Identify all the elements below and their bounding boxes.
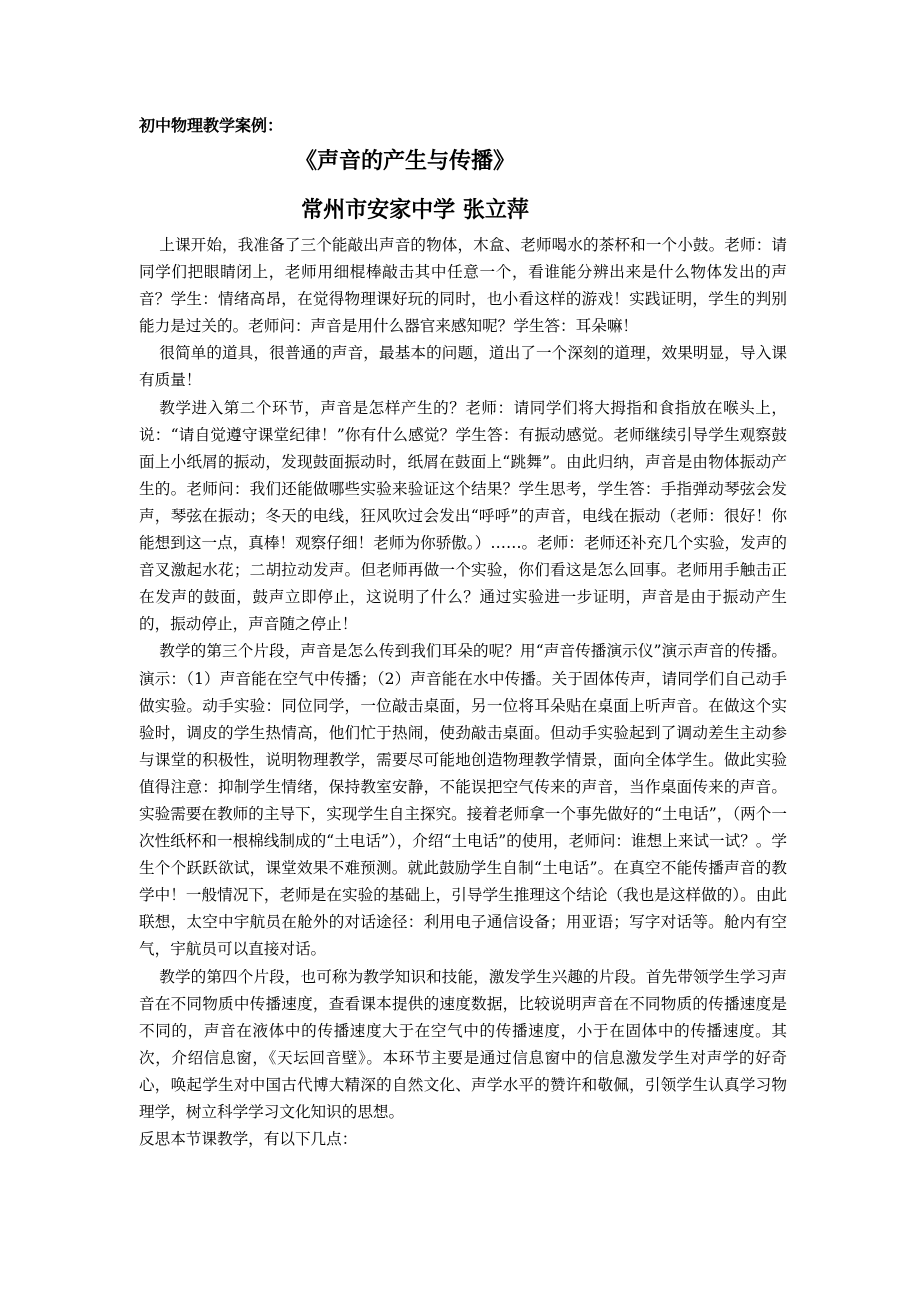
header-label: 初中物理教学案例：	[139, 116, 284, 135]
paragraph-segment-two: 教学进入第二个环节，声音是怎样产生的？老师：请同学们将大拇指和食指放在喉头上，说：“请自觉遵守课堂纪律！”你有什么感觉？学生答：有振动感觉。老师继续引导学生观察鼓面上小纸屑的振动，发现鼓面振动时，纸屑在鼓面上“跳舞”。由此归纳，声音是由物体振动产生的。老师问：我们还能做哪些实验来验证这个结果？学生思考，学生答：手指弹动琴弦会发声，琴弦在振动；冬天的电线，狂风吹过会发出“呼呼”的声音，电线在振动（老师：很好！你能想到这一点，真棒！观察仔细！老师为你骄傲。）……。老师：老师还补充几个实验，发声的音叉激起水花；二胡拉动发声。但老师再做一个实验，你们看这是怎么回事。老师用手触击正在发声的鼓面，鼓声立即停止，这说明了什么？通过实验进一步证明，声音是由于振动产生的，振动停止，声音随之停止！	[139, 398, 787, 634]
author-line: 常州市安家中学 张立萍	[301, 197, 529, 223]
paragraph-intro: 上课开始，我准备了三个能敲出声音的物体，木盒、老师喝水的茶杯和一个小鼓。老师：请同学们把眼睛闭上，老师用细棍棒敲击其中任意一个，看谁能分辨出来是什么物体发出的声音？学生：情绪高昂，在觉得物理课好玩的同时，也小看这样的游戏！实践证明，学生的判别能力是过关的。老师问：声音是用什么器官来感知呢？学生答：耳朵嘛！	[139, 236, 787, 336]
closing-line: 反思本节课教学，有以下几点：	[139, 1130, 358, 1149]
paragraph-segment-three: 教学的第三个片段，声音是怎么传到我们耳朵的呢？用“声音传播演示仪”演示声音的传播。演示：（1）声音能在空气中传播；（2）声音能在水中传播。关于固体传声，请同学们自己动手做实验。动手实验：同位同学，一位敲击桌面，另一位将耳朵贴在桌面上听声音。在做这个实验时，调皮的学生热情高，他们忙于热闹，使劲敲击桌面。但动手实验起到了调动差生主动参与课堂的积极性，说明物理教学，需要尽可能地创造物理教学情景，面向全体学生。做此实验值得注意：抑制学生情绪，保持教室安静，不能误把空气传来的声音，当作桌面传来的声音。实验需要在教师的主导下，实现学生自主探究。接着老师拿一个事先做好的“土电话”，（两个一次性纸杯和一根棉线制成的“土电话”），介绍“土电话”的使用，老师问：谁想上来试一试？。学生个个跃跃欲试，课堂效果不难预测。就此鼓励学生自制“土电话”。在真空不能传播声音的教学中！一般情况下，老师是在实验的基础上，引导学生推理这个结论（我也是这样做的）。由此联想，太空中宇航员在舱外的对话途径：利用电子通信设备；用亚语；写字对话等。舱内有空气，宇航员可以直接对话。	[139, 642, 787, 959]
document-title: 《声音的产生与传播》	[294, 148, 515, 174]
paragraph-comment: 很简单的道具，很普通的声音，最基本的问题，道出了一个深刻的道理，效果明显，导入课有质量！	[139, 344, 787, 390]
paragraph-segment-four: 教学的第四个片段，也可称为教学知识和技能，激发学生兴趣的片段。首先带领学生学习声音在不同物质中传播速度，查看课本提供的速度数据，比较说明声音在不同物质的传播速度是不同的，声音在液体中的传播速度大于在空气中的传播速度，小于在固体中的传播速度。其次，介绍信息窗，《天坛回音壁》。本环节主要是通过信息窗中的信息激发学生对声学的好奇心，唤起学生对中国古代博大精深的自然文化、声学水平的赞许和敬佩，引领学生认真学习物理学，树立科学学习文化知识的思想。	[139, 967, 787, 1121]
document-body	[139, 232, 787, 1153]
